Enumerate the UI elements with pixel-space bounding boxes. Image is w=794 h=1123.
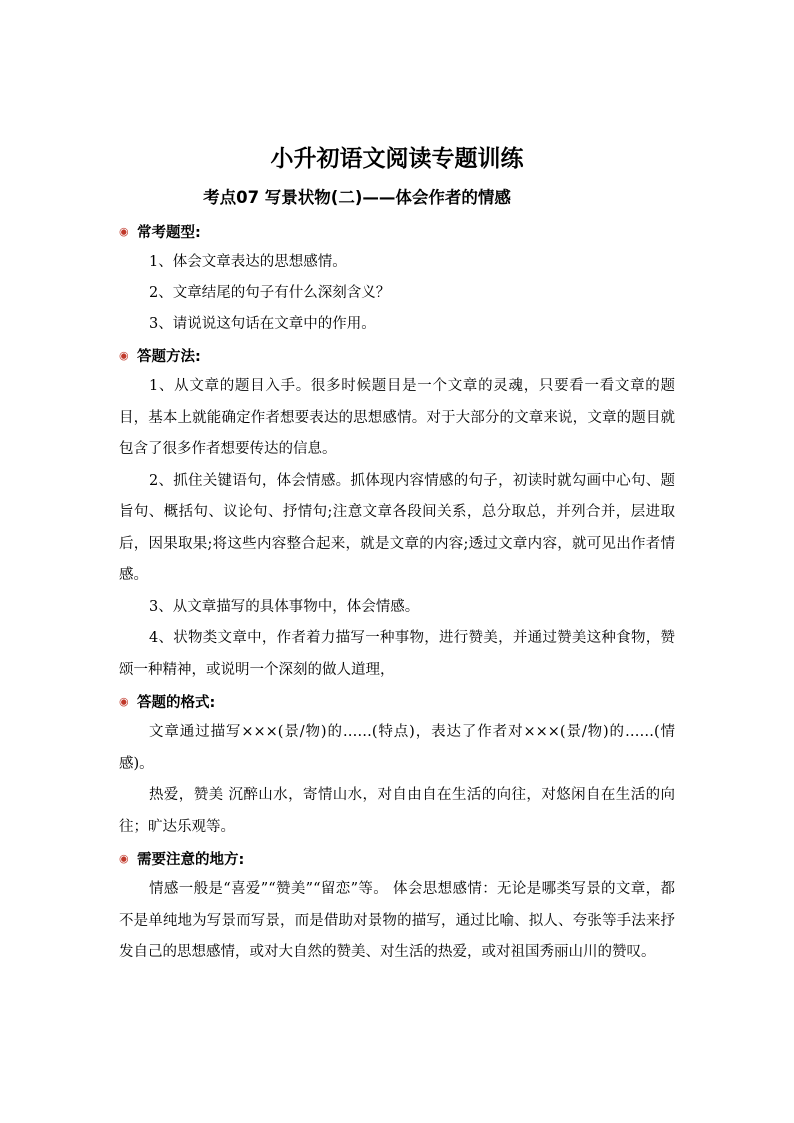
section-heading-text: 常考题型: xyxy=(137,225,201,241)
bullet-icon: ◉ xyxy=(119,852,129,865)
section-heading-text: 答题方法: xyxy=(137,349,201,365)
list-item: 3、请说说这句话在文章中的作用。 xyxy=(149,316,376,332)
paragraph: 1、从文章的题目入手。很多时候题目是一个文章的灵魂，只要看一看文章的题目，基本上就能确定作者想要表达的思想感情。对于大部分的文章来说，文章的题目就包含了很多作者想要传达的信息。 xyxy=(119,378,675,457)
bullet-icon: ◉ xyxy=(119,349,129,362)
list-item: 1、体会文章表达的思想感情。 xyxy=(149,254,347,270)
paragraph: 情感一般是“喜爱”“赞美”“留恋”等。 体会思想感情：无论是哪类写景的文章，都不是单纯地为写景而写景，而是借助对景物的描写，通过比喻、拟人、夸张等手法来抒发自己的思想感情，或对大自然的赞美、对生活的热爱，或对祖国秀丽山川的赞叹。 xyxy=(119,881,675,960)
paragraph: 热爱，赞美 沉醉山水，寄情山水，对自由自在生活的向往，对悠闲自在生活的向往；旷达乐观等。 xyxy=(119,787,675,835)
paragraph: 2、抓住关键语句，体会情感。抓体现内容情感的句子，初读时就勾画中心句、题旨句、概括句、议论句、抒情句;注意文章各段间关系，总分取总，并列合并，层进取后，因果取果;将这些内容整合起来，就是文章的内容;透过文章内容，就可见出作者情感。 xyxy=(119,472,675,583)
bullet-icon: ◉ xyxy=(119,225,129,238)
section-heading-answer-methods xyxy=(119,340,675,371)
document-title: 小升初语文阅读专题训练 xyxy=(270,146,524,172)
paragraph: 3、从文章描写的具体事物中，体会情感。 xyxy=(149,598,420,615)
bullet-icon: ◉ xyxy=(119,695,129,708)
section-heading-text: 需要注意的地方: xyxy=(137,852,245,868)
paragraph: 文章通过描写×××(景/物)的……(特点)，表达了作者对×××(景/物)的……(情感)。 xyxy=(119,724,675,772)
section-heading-notes xyxy=(119,843,675,874)
section-heading-answer-format xyxy=(119,686,675,717)
document-subtitle: 考点07 写景状物(二)——体会作者的情感 xyxy=(203,188,511,207)
section-heading-text: 答题的格式: xyxy=(137,695,216,711)
document-body xyxy=(119,216,675,969)
paragraph: 4、状物类文章中，作者着力描写一种事物，进行赞美，并通过赞美这种食物，赞颂一种精神，或说明一个深刻的做人道理， xyxy=(119,630,675,678)
section-heading-question-types xyxy=(119,216,675,247)
list-item: 2、文章结尾的句子有什么深刻含义？ xyxy=(149,285,391,301)
